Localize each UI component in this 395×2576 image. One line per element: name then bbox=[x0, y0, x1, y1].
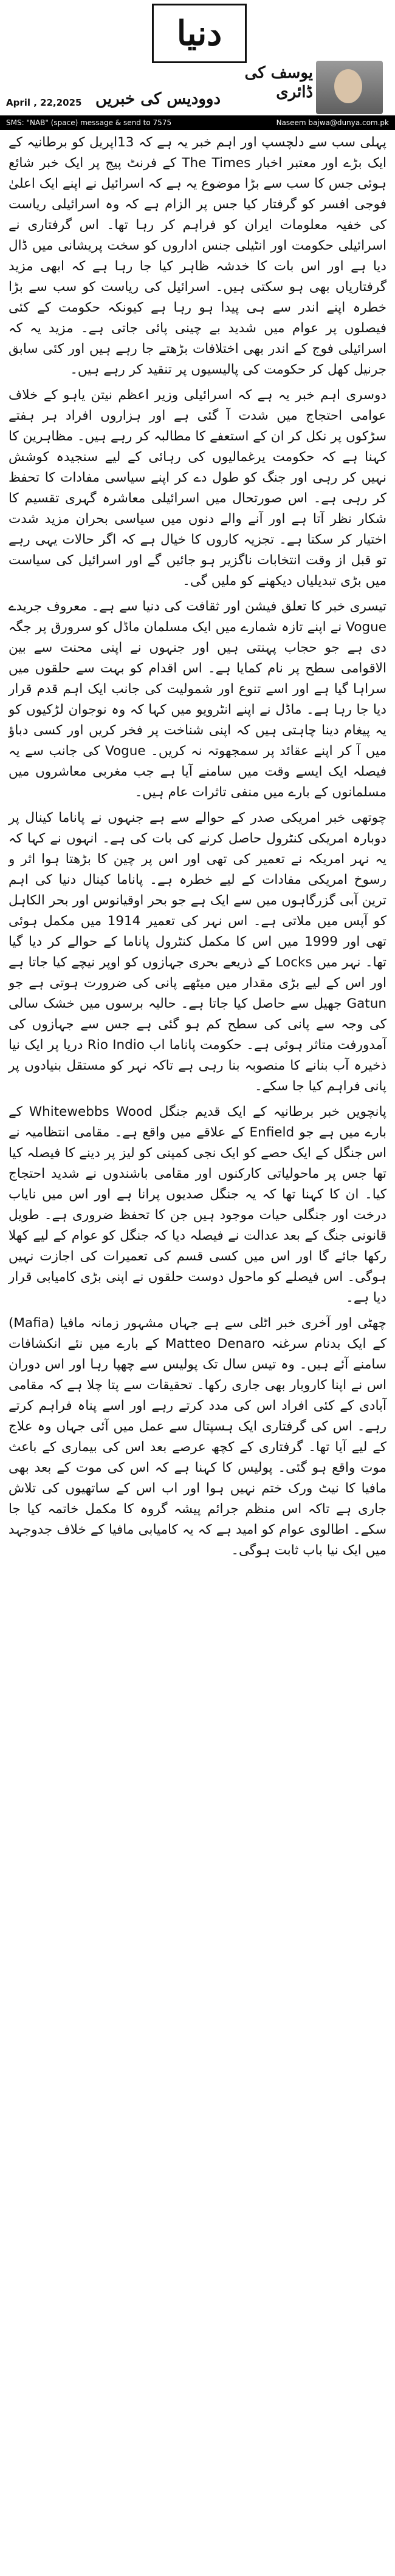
article-paragraph: دوسری اہم خبر یہ ہے کہ اسرائیلی وزیر اعظم نیتن یاہو کے خلاف عوامی احتجاج میں شدت آ گئی ہے اور ہزاروں افراد ہر ہفتے سڑکوں پر نکل کر ان کے استعفے کا مطالبہ کر رہے ہیں۔ مظاہرین کا کہنا ہے کہ حکومت یرغمالیوں کی رہائی کے لیے سنجیدہ کوشش نہیں کر رہی اور جنگ کو طول دے کر اپنے سیاسی مفادات کا تحفظ کر رہی ہے۔ اس صورتحال میں اسرائیلی معاشرہ گہری تقسیم کا شکار نظر آتا ہے اور آنے والے دنوں میں سیاسی بحران مزید شدت اختیار کر سکتا ہے۔ تجزیہ کاروں کا خیال ہے کہ اگر حالات یہی رہے تو قبل از وقت انتخابات ناگزیر ہو جائیں گے اور اسرائیل کی سیاست میں بڑی تبدیلیاں دیکھنے کو ملیں گی۔ bbox=[8, 388, 386, 589]
column-title: دوودیس کی خبریں bbox=[95, 90, 221, 108]
info-bar bbox=[0, 115, 395, 130]
article-paragraph: پہلی سب سے دلچسپ اور اہم خبر یہ ہے کہ 13اپریل کو برطانیہ کے ایک بڑے اور معتبر اخبار The Times کے فرنٹ پیج پر ایک خبر شائع ہوئی جس کا سب سے بڑا موضوع یہ ہے کہ اسرائیل نے اپنے ایک اعلیٰ فوجی افسر کو گرفتار کیا جس پر الزام ہے کہ وہ اسرائیلی ریاست کی خفیہ معلومات ایران کو فراہم کر رہا تھا۔ اس گرفتاری نے اسرائیلی حکومت اور انٹیلی جنس اداروں کو سخت پریشانی میں ڈال دیا ہے اور اس بات کا خدشہ ظاہر کیا جا رہا ہے کہ ابھی مزید گرفتاریاں بھی ہو سکتی ہیں۔ اسرائیل کی ریاست کو سب سے بڑا خطرہ اپنے اندر سے ہی پیدا ہو رہا ہے کیونکہ حکومت کے کئی فیصلوں پر عوام میں شدید بے چینی پائی جاتی ہے۔ مزید یہ کہ اسرائیلی فوج کے اندر بھی اختلافات بڑھتے جا رہے ہیں اور کئی سابق جرنیل کھل کر حکومت کی پالیسیوں پر تنقید کر رہے ہیں۔ bbox=[9, 135, 387, 377]
author-photo bbox=[316, 61, 383, 114]
article-body bbox=[9, 132, 386, 1566]
publish-date: April , 22,2025 bbox=[6, 97, 82, 108]
newspaper-logo bbox=[152, 4, 247, 63]
logo-text: دنیا bbox=[176, 13, 222, 53]
article-paragraph: تیسری خبر کا تعلق فیشن اور ثقافت کی دنیا سے ہے۔ معروف جریدے Vogue نے اپنے تازہ شمارے میں ایک مسلمان ماڈل کو سرورق پر جگہ دی ہے جو حجاب پہنتی ہیں اور جنہوں نے اپنی محنت سے بین الاقوامی سطح پر نام کمایا ہے۔ اس اقدام کو بہت سے حلقوں میں سراہا گیا ہے اور اسے تنوع اور شمولیت کی جانب ایک اہم قدم قرار دیا جا رہا ہے۔ ماڈل نے اپنے انٹرویو میں کہا کہ وہ نوجوان لڑکیوں کو یہ پیغام دینا چاہتی ہیں کہ اپنی شناخت پر فخر کریں اور کسی دباؤ میں آ کر اپنے عقائد پر سمجھوتہ نہ کریں۔ Vogue کی جانب سے یہ فیصلہ ایک ایسے وقت میں سامنے آیا ہے جب مغربی معاشروں میں مسلمانوں کے بارے میں منفی تاثرات عام ہیں۔ bbox=[9, 599, 386, 800]
masthead bbox=[0, 0, 395, 127]
author-name: یوسف کی ڈائری bbox=[244, 64, 313, 101]
sms-instructions: SMS: "NAB" (space) message & send to 7575 bbox=[6, 118, 172, 127]
author-email: Naseem bajwa@dunya.com.pk bbox=[276, 118, 389, 127]
article-paragraph: چوتھی خبر امریکی صدر کے حوالے سے ہے جنہوں نے پاناما کینال پر دوبارہ امریکی کنٹرول حاصل کرنے کی بات کی ہے۔ انہوں نے کہا کہ یہ نہر امریکہ نے تعمیر کی تھی اور اس پر چین کا بڑھتا ہوا اثر و رسوخ امریکی مفادات کے لیے خطرہ ہے۔ پاناما کینال دنیا کی اہم ترین آبی گزرگاہوں میں سے ایک ہے جو بحر اوقیانوس اور بحر الکاہل کو آپس میں ملاتی ہے۔ اس نہر کی تعمیر 1914 میں مکمل ہوئی تھی اور 1999 میں اس کا مکمل کنٹرول پاناما کے حوالے کر دیا گیا تھا۔ نہر میں Locks کے ذریعے بحری جہازوں کو اوپر نیچے کیا جاتا ہے اور اس کے لیے بڑی مقدار میں میٹھے پانی کی ضرورت ہوتی ہے جو Gatun جھیل سے حاصل کیا جاتا ہے۔ حالیہ برسوں میں خشک سالی کی وجہ سے پانی کی سطح کم ہو گئی ہے جس سے جہازوں کی آمدورفت متاثر ہوئی ہے۔ حکومت پاناما اب Rio Indio دریا پر ایک نیا ذخیرہ آب بنانے کا منصوبہ بنا رہی ہے تاکہ نہر کو مستقل بنیادوں پر پانی فراہم کیا جا سکے۔ bbox=[9, 810, 386, 1094]
article-paragraph: چھٹی اور آخری خبر اٹلی سے ہے جہاں مشہور زمانہ مافیا (Mafia) کے ایک بدنام سرغنہ Matteo Denaro کے بارے میں نئے انکشافات سامنے آئے ہیں۔ وہ تیس سال تک پولیس سے چھپا رہا اور اس دوران اس نے اپنا کاروبار بھی جاری رکھا۔ تحقیقات سے پتا چلا ہے کہ مقامی آبادی کے کئی افراد اس کی مدد کرتے رہے اور اسے پناہ فراہم کرتے رہے۔ اس کی گرفتاری ایک ہسپتال سے عمل میں آئی جہاں وہ علاج کے لیے آیا تھا۔ گرفتاری کے کچھ عرصے بعد اس کی بیماری کے باعث موت واقع ہو گئی۔ پولیس کا کہنا ہے کہ اس کی موت کے بعد بھی مافیا کا نیٹ ورک ختم نہیں ہوا اور اب اس کے ساتھیوں کی تلاش جاری ہے تاکہ اس منظم جرائم پیشہ گروہ کا مکمل خاتمہ کیا جا سکے۔ اطالوی عوام کو امید ہے کہ یہ کامیابی مافیا کے خلاف جدوجہد میں ایک نیا باب ثابت ہوگی۔ bbox=[9, 1316, 387, 1558]
article-paragraph: پانچویں خبر برطانیہ کے ایک قدیم جنگل Whitewebbs Wood کے بارے میں ہے جو Enfield کے علاقے میں واقع ہے۔ مقامی انتظامیہ نے اس جنگل کے ایک حصے کو ایک نجی کمپنی کو لیز پر دینے کا فیصلہ کیا تھا جس پر ماحولیاتی کارکنوں اور مقامی باشندوں نے شدید احتجاج کیا۔ ان کا کہنا تھا کہ یہ جنگل صدیوں پرانا ہے اور اس میں نایاب درخت اور جنگلی حیات موجود ہیں جن کا تحفظ ضروری ہے۔ طویل قانونی جنگ کے بعد عدالت نے فیصلہ دیا کہ جنگل کو عوام کے لیے کھلا رکھا جائے گا اور اس میں کسی قسم کی تعمیرات کی اجازت نہیں ہوگی۔ اس فیصلے کو ماحول دوست حلقوں نے اپنی بڑی کامیابی قرار دیا ہے۔ bbox=[9, 1104, 386, 1305]
